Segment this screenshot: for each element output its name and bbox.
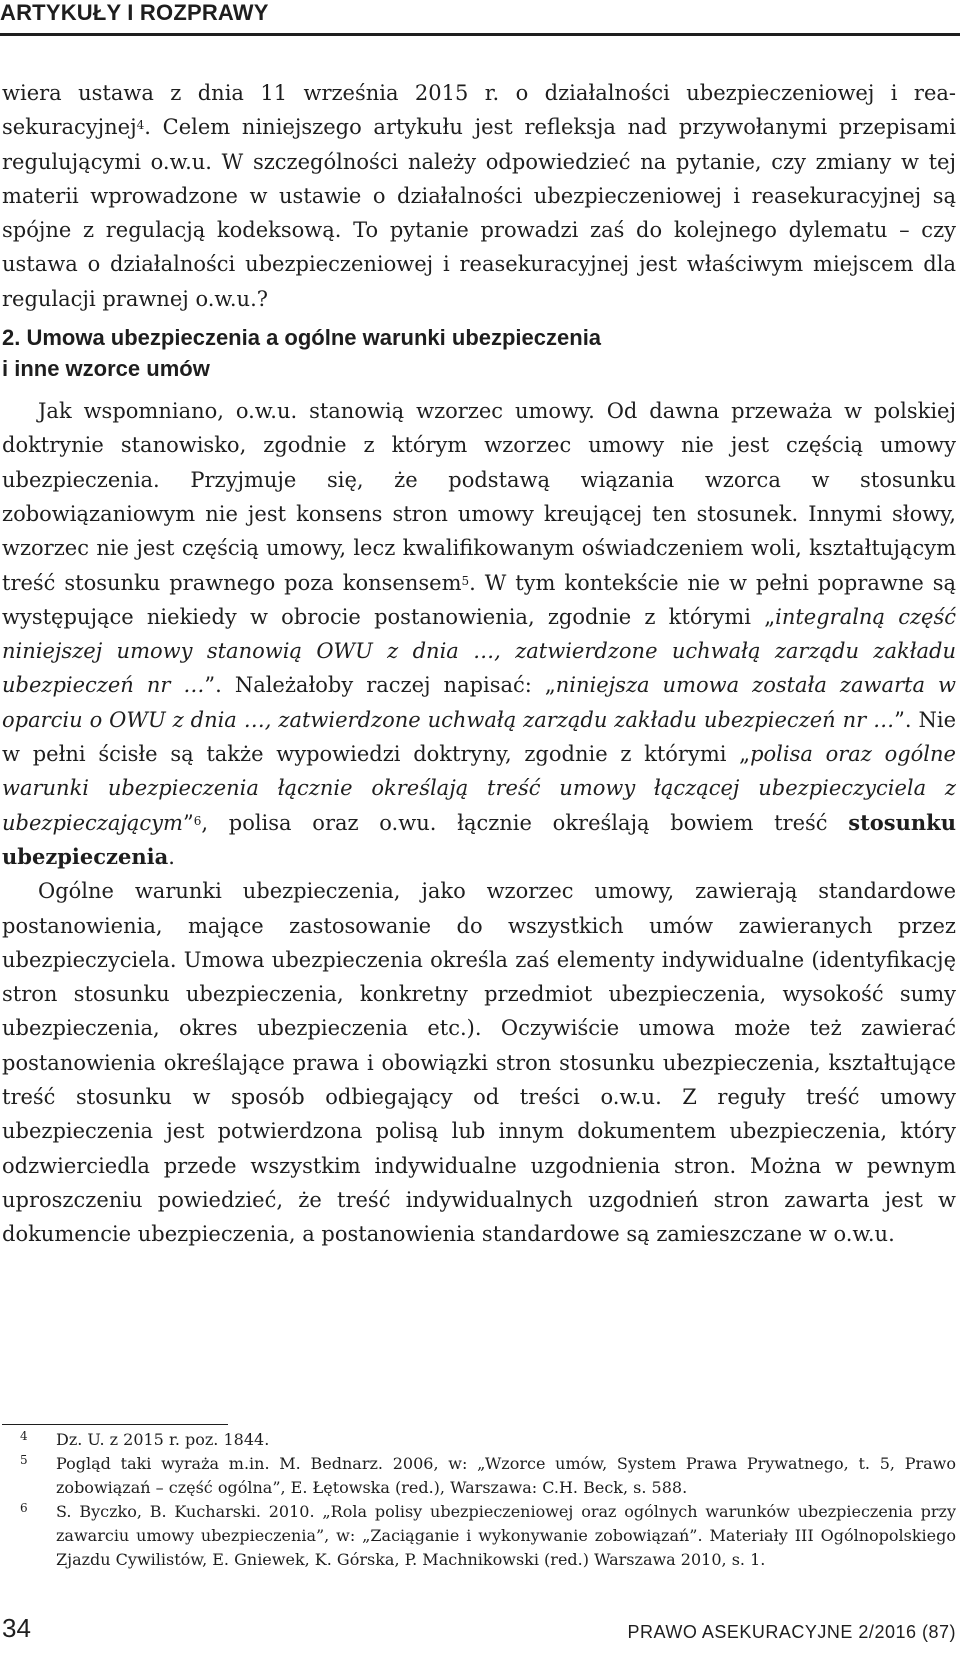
italic-quote: niniejsza umowa została zawarta w oparciu o OWU z dnia …, zatwierdzone uchwałą zarządu zakładu ubezpieczeń nr … (2, 673, 956, 732)
page-number: 34 (2, 1613, 31, 1643)
paragraph-owu: Ogólne warunki ubezpieczenia, jako wzorzec umowy, zawierają standardowe postanowienia, mające zastosowanie do wszystkich umów zawieranych przez ubezpieczyciela. Umowa ubezpieczenia określa zaś elementy indywidualne (identyfikację stron stosunku ubezpieczenia, konkretny przedmiot ubezpieczenia, wysokość sumy ubezpieczenia, okres ubezpieczenia etc.). Oczywiście umowa może też zawierać postanowienia określające prawa i obowiązki stron stosunku ubezpieczenia, kształtujące treść stosunku w sposób odbiegający od treści o.w.u. Z reguły treść umowy ubezpieczenia jest potwierdzona polisą lub innym dokumentem ubezpieczenia, który odzwierciedla przede wszystkim indywidualne uzgodnienia stron. Można w pewnym uproszczeniu powiedzieć, że treść indywidualnych uzgodnień stron zawarta jest w dokumencie ubezpieczenia, a postanowienia standardowe są zamieszczane w o.w.u. (2, 879, 956, 1247)
footnote-text: S. Byczko, B. Kucharski. 2010. „Rola polisy ubezpieczeniowej oraz ogólnych warunków ubezpieczenia przy zawarciu umowy ubezpieczenia”, w: „Zaciąganie i wykonywanie zobowiązań”. Materiały III Ogólnopolskiego Zjazdu Cywilistów, E. Gniewek, K. Górska, P. Machnikowski (red.) Warszawa 2010, s. 1. (56, 1502, 956, 1569)
text-run: , polisa oraz o.wu. łącznie określają bowiem treść (201, 810, 849, 835)
text-run: ”. Należałoby raczej napisać: „ (204, 673, 556, 698)
footnote-text: Pogląd taki wyraża m.in. M. Bednarz. 2006, w: „Wzorce umów, System Prawa Prywatnego, t. 5, Prawo zobowiązań – część ogólna”, E. Łętowska (red.), Warszawa: C.H. Beck, s. 588. (56, 1454, 956, 1497)
text-run: Jak wspomniano, o.w.u. stanowią wzorzec umowy. Od dawna przeważa w polskiej doktrynie stanowisko, zgodnie z którym wzorzec umowy nie jest częścią umowy ubezpieczenia. Przyjmuje się, że podstawą wiązania wzorca w stosunku zobowiązaniowym nie jest konsens stron umowy kreującej ten stosunek. Innymi słowy, wzorzec nie jest częścią umowy, lecz kwalifikowanym oświadczeniem woli, kształtującym treść stosunku prawnego poza konsensem (2, 399, 956, 595)
article-body (2, 76, 956, 1252)
footnote-number: 5 (20, 1453, 28, 1467)
paragraph-wzorzec (2, 394, 956, 874)
text-run: . W tym kontekście nie w pełni poprawne są występujące niekiedy w obrocie postanowienia, zgodnie z którymi „ (2, 570, 956, 629)
bold-term: stosunku ubezpieczenia (2, 809, 956, 869)
footnote-text: Dz. U. z 2015 r. poz. 1844. (56, 1430, 270, 1449)
footnote-6 (2, 1500, 956, 1572)
text-run: ” (182, 810, 194, 835)
footnote-ref-6[interactable]: 6 (193, 813, 202, 828)
section-header: ARTYKUŁY I ROZPRAWY (0, 0, 269, 25)
footnote-number: 6 (20, 1501, 28, 1515)
footnote-4 (2, 1428, 956, 1452)
text-run: . (168, 844, 175, 869)
footnote-5 (2, 1452, 956, 1500)
italic-quote: integralną część niniejszej umowy stanowią OWU z dnia …, zatwierdzone uchwałą zarządu zakładu ubezpieczeń nr … (2, 604, 957, 698)
footnote-number: 4 (20, 1429, 28, 1443)
footnotes (2, 1428, 956, 1572)
footnote-separator (2, 1424, 228, 1425)
italic-quote: polisa oraz ogólne warunki ubezpieczenia łącznie określają treść umowy łączącej ubezpieczyciela z ubezpieczającym (2, 742, 956, 835)
header-rule (0, 33, 960, 36)
text-run: ”. Nie w pełni ścisłe są także wypowiedzi doktryny, zgodnie z którymi „ (2, 707, 956, 767)
text-run: . Celem niniejszego artykułu jest refleksja nad przywołanymi przepisami regulującymi o.w.u. W szczególności należy odpowiedzieć na pytanie, czy zmiany w tej materii wprowadzone w ustawie o działalności ubezpieczeniowej i reasekuracyjnej są spójne z regulacją kodeksową. To pytanie prowadzi zaś do kolejnego dylematu – czy ustawa o działalności ubezpieczeniowej i reasekuracyjnej jest właściwym miejscem dla regulacji prawnej o.w.u.? (2, 115, 956, 311)
section-heading (2, 322, 956, 384)
paragraph-intro-continuation (2, 76, 956, 316)
journal-title: PRAWO ASEKURACYJNE 2/2016 (87) (627, 1622, 956, 1642)
footnote-ref-5[interactable]: 5 (461, 573, 470, 588)
section-heading-line-1: 2. Umowa ubezpieczenia a ogólne warunki ubezpieczenia (2, 325, 602, 351)
footnote-ref-4[interactable]: 4 (136, 118, 145, 133)
text-run: wiera ustawa z dnia 11 września 2015 r. o działalności ubezpieczeniowej i reasekuracyjnej (2, 81, 956, 140)
section-heading-line-2: i inne wzorce umów (2, 356, 210, 382)
